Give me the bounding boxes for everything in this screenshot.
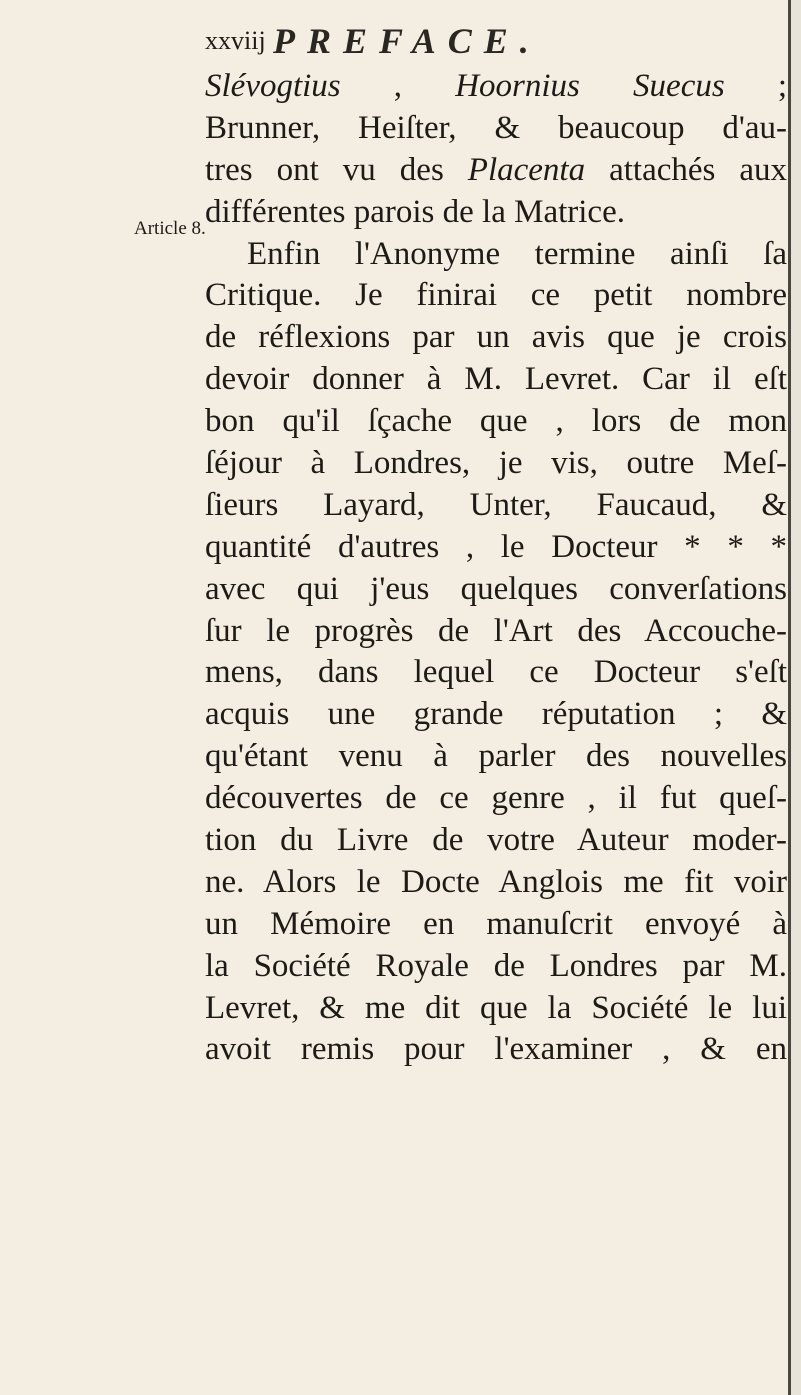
text-line: un Mémoire en manuſcrit envoyé à [205, 905, 787, 942]
text-line: avoit remis pour l'examiner , & en [205, 1031, 787, 1068]
text-line: Enfin l'Anonyme termine ainſi ſa [247, 235, 787, 272]
text-line: mens, dans lequel ce Docteur s'eſt [205, 654, 787, 691]
text-line: ſieurs Layard, Unter, Faucaud, & [205, 486, 787, 523]
page-edge-margin [791, 0, 801, 1395]
text-line: Levret, & me dit que la Société le lui [205, 989, 787, 1026]
text-line: qu'étant venu à parler des nouvelles [205, 738, 787, 775]
margin-note: Article 8. [134, 218, 206, 239]
text-line: quantité d'autres , le Docteur * * * [205, 528, 787, 565]
body-text [205, 66, 787, 1071]
text-line: tion du Livre de votre Auteur moder- [205, 822, 787, 859]
text-line: la Société Royale de Londres par M. [205, 947, 787, 984]
running-head: PREFACE. [273, 21, 541, 61]
text-line: Brunner, Heiſter, & beaucoup d'au- [205, 109, 787, 146]
text-line: Critique. Je finirai ce petit nombre [205, 277, 787, 314]
text-line: ſéjour à Londres, je vis, outre Meſ- [205, 445, 787, 482]
text-line: acquis une grande réputation ; & [205, 696, 787, 733]
text-line: ſur le progrès de l'Art des Accouche- [205, 612, 787, 649]
text-line: avec qui j'eus quelques converſations [205, 570, 787, 607]
text-line: découvertes de ce genre , il fut queſ- [205, 780, 787, 817]
page-header [205, 20, 795, 64]
text-line: différentes parois de la Matrice. [205, 193, 625, 230]
text-line: bon qu'il ſçache que , lors de mon [205, 403, 787, 440]
page-number: xxviij [205, 26, 266, 55]
text-line: tres ont vu des Placenta attachés aux [205, 151, 787, 188]
text-line: devoir donner à M. Levret. Car il eſt [205, 361, 787, 398]
text-line: Slévogtius , Hoornius Suecus ; [205, 68, 788, 104]
text-line: ne. Alors le Docte Anglois me fit voir [205, 863, 787, 900]
text-line: de réflexions par un avis que je crois [205, 319, 787, 356]
